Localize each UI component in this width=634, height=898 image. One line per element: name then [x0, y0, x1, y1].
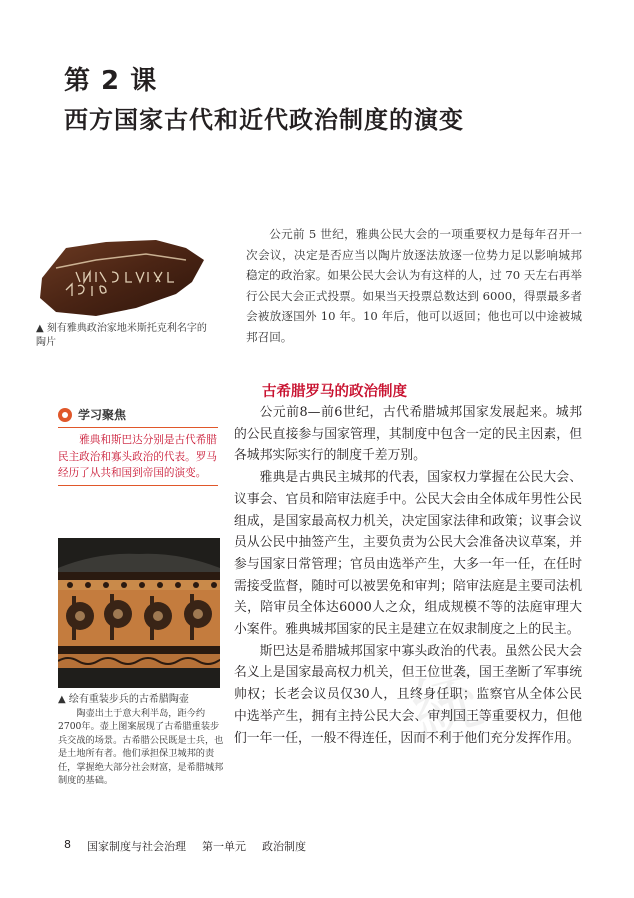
focus-divider-bottom [58, 485, 218, 486]
lesson-number: 第 2 课 [64, 66, 158, 96]
unit-number: 第一单元 [202, 840, 246, 853]
vase-caption-title: ▲ 绘有重装步兵的古希腊陶壶 [58, 694, 189, 705]
main-paragraph-1: 公元前8—前6世纪，古代希腊城邦国家发展起来。城邦的公民直接参与国家管理，其制度中包含一定的民主因素，但各城邦实际实行的制度千差万别。 [234, 405, 582, 464]
lesson-title: 西方国家古代和近代政治制度的演变 [64, 106, 464, 134]
learning-focus-box [58, 406, 218, 506]
main-paragraph-2: 雅典是古典民主城邦的代表，国家权力掌握在公民大会、议事会、官员和陪审法庭手中。公民大会由全体成年男性公民组成，是国家最高权力机关，决定国家法律和政策；议事会议员从公民中抽签产生，主要负责为公民大会准备决议草案，并参与国家日常管理；官员由选举产生，大多一年一任，在任时需接受监督，随时可以被罢免和审判；陪审法庭是主要司法机关，陪审员全体达6000人之众，组成规模不等的法庭审理大小案件。雅典城邦国家的民主是建立在奴隶制度之上的民主。 [234, 470, 582, 638]
ostracon-caption: ▲ 刻有雅典政治家地米斯托克利名字的陶片 [36, 323, 207, 348]
learning-focus-header [58, 406, 218, 423]
page-footer [64, 838, 306, 854]
greek-vase-caption [58, 693, 224, 787]
section-heading: 古希腊罗马的政治制度 [262, 384, 407, 400]
unit-title: 政治制度 [262, 840, 306, 853]
intro-paragraph: 公元前 5 世纪，雅典公民大会的一项重要权力是每年召开一次会议，决定是否应当以陶片放逐法放逐一位势力足以影响城邦稳定的政治家。如果公民大会认为有这样的人，过 70 天左右再举行公民大会正式投票。如果当天投票总数达到 6000，得票最多者会被放逐国外 10 年。10 年后，他可以返回；他也可以中途被城邦召回。 [246, 227, 582, 344]
main-paragraph-3: 斯巴达是希腊城邦国家中寡头政治的代表。虽然公民大会名义上是国家最高权力机关，但王位世袭，国王垄断了军事统帅权；长老会议员仅30人，且终身任职；监察官从全体公民中选举产生，拥有主持公民大会、审判国王等重要权力，但他们一年一任，一般不得连任，因而不利于他们充分发挥作用。 [234, 643, 582, 746]
target-icon [58, 408, 72, 422]
vase-caption-body: 陶壶出土于意大利半岛，距今约2700年。壶上图案展现了古希腊重装步兵交战的场景。古希腊公民既是士兵，也是土地所有者。他们承担保卫城邦的责任，掌握绝大部分社会财富，是希腊城邦制度的基础。 [58, 708, 224, 787]
greek-vase-image [58, 538, 220, 688]
book-title: 国家制度与社会治理 [87, 840, 186, 853]
focus-divider [58, 427, 218, 428]
learning-focus-text: 雅典和斯巴达分别是古代希腊民主政治和寡头政治的代表。罗马经历了从共和国到帝国的演变。 [58, 434, 217, 479]
page-number: 8 [64, 838, 71, 851]
watermark-decoration: 統 [402, 657, 491, 755]
learning-focus-title: 学习聚焦 [78, 408, 127, 422]
intro-section [246, 224, 582, 347]
ostracon-image [36, 238, 208, 320]
